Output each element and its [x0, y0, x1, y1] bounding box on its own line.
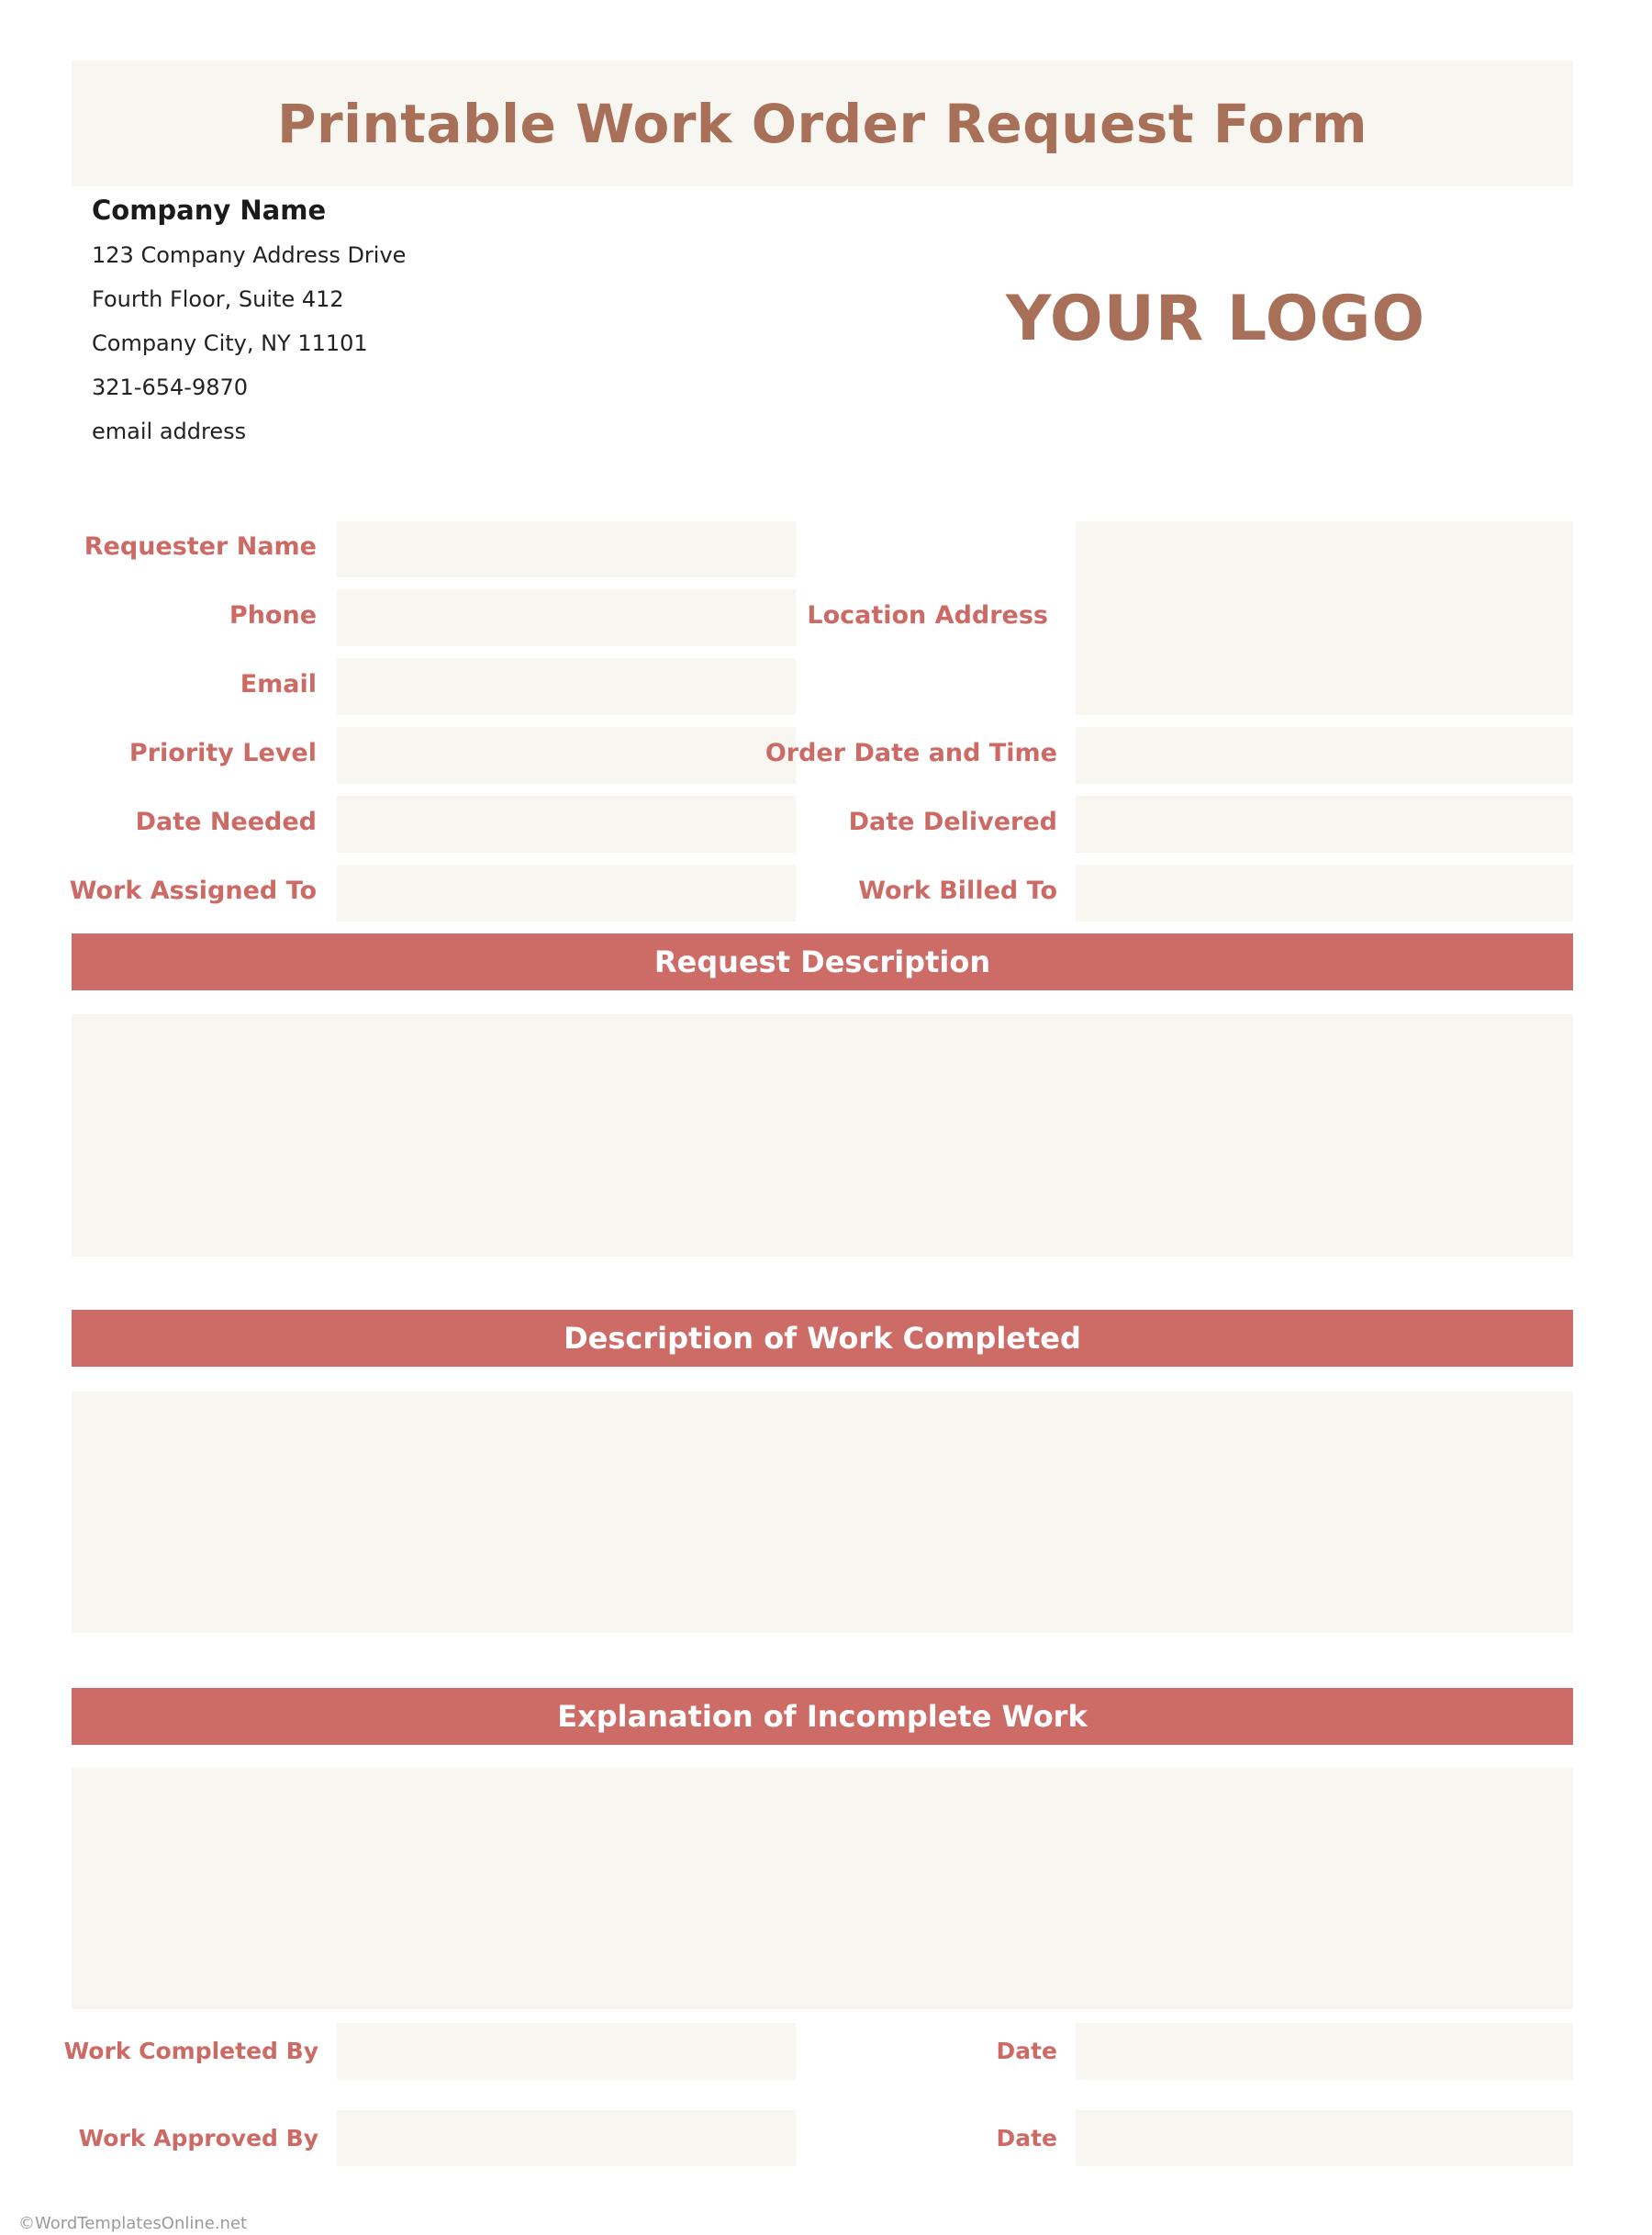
completed-date-label: Date [996, 2038, 1057, 2064]
work-billed-to-field[interactable] [1076, 865, 1573, 922]
work-completed-by-field[interactable] [337, 2023, 796, 2080]
email-field[interactable] [337, 658, 796, 715]
date-delivered-field[interactable] [1076, 796, 1573, 853]
title-banner [72, 61, 1573, 186]
request-description-title: Request Description [653, 944, 991, 979]
approved-date-label: Date [996, 2125, 1057, 2151]
requester-name-field[interactable] [337, 521, 796, 577]
work-assigned-to-field[interactable] [337, 865, 796, 922]
location-address-label: Location Address [807, 601, 1048, 630]
priority-level-field[interactable] [337, 727, 796, 784]
company-address-line-2: Fourth Floor, Suite 412 [92, 286, 344, 312]
request-description-header [72, 933, 1573, 990]
date-delivered-label: Date Delivered [848, 808, 1057, 836]
date-needed-label: Date Needed [135, 808, 317, 836]
order-date-time-label: Order Date and Time [765, 739, 1057, 767]
work-billed-to-label: Work Billed To [858, 877, 1057, 905]
work-approved-by-field[interactable] [337, 2110, 796, 2166]
footer-copyright: ©WordTemplatesOnline.net [18, 2214, 248, 2233]
completed-date-field[interactable] [1076, 2023, 1573, 2080]
incomplete-work-field[interactable] [72, 1768, 1573, 2009]
work-completed-header [72, 1310, 1573, 1367]
company-email: email address [92, 419, 247, 444]
date-needed-field[interactable] [337, 796, 796, 853]
work-approved-by-label: Work Approved By [78, 2125, 318, 2151]
location-address-field[interactable] [1076, 521, 1573, 715]
request-description-field[interactable] [72, 1014, 1573, 1257]
work-completed-by-label: Work Completed By [63, 2038, 318, 2064]
company-address-line-3: Company City, NY 11101 [92, 330, 368, 356]
logo-placeholder: YOUR LOGO [1006, 283, 1426, 355]
order-date-time-field[interactable] [1076, 727, 1573, 784]
work-completed-field[interactable] [72, 1391, 1573, 1633]
phone-field[interactable] [337, 589, 796, 646]
company-phone: 321-654-9870 [92, 374, 249, 400]
incomplete-work-title: Explanation of Incomplete Work [557, 1699, 1088, 1734]
incomplete-work-header [72, 1688, 1573, 1745]
requester-name-label: Requester Name [84, 532, 317, 561]
work-completed-title: Description of Work Completed [564, 1321, 1081, 1356]
company-address-line-1: 123 Company Address Drive [92, 242, 407, 268]
phone-label: Phone [229, 601, 317, 630]
approved-date-field[interactable] [1076, 2110, 1573, 2166]
priority-level-label: Priority Level [128, 739, 317, 767]
page-title: Printable Work Order Request Form [277, 92, 1367, 155]
company-name: Company Name [92, 195, 327, 226]
email-label: Email [240, 670, 317, 698]
work-assigned-to-label: Work Assigned To [69, 877, 317, 905]
